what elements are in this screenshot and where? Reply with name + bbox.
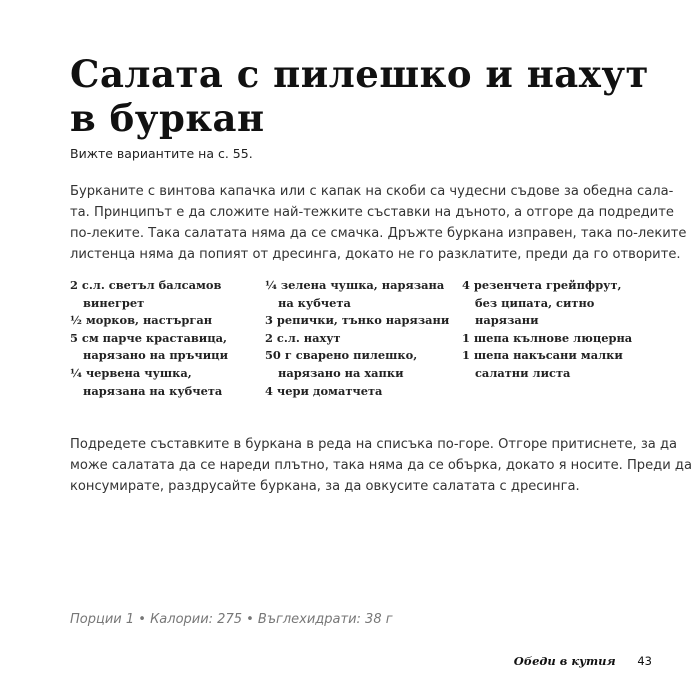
page-number: 43 xyxy=(637,654,652,668)
ingredient-line: 1 шепа кълнове люцерна xyxy=(462,330,633,345)
ingredient-line: ¼ червена чушка, xyxy=(70,365,192,380)
ingredient-item xyxy=(265,383,460,401)
see-variations-note: Вижте вариантите на с. 55. xyxy=(70,146,253,161)
method-line: може салатата да се нареди плътно, така няма да се обърка, докато я носите. Преди да xyxy=(70,458,692,473)
ingredient-item xyxy=(265,330,460,348)
intro-paragraph xyxy=(70,181,687,265)
ingredient-line: на кубчета xyxy=(278,295,351,310)
section-name: Обеди в кутия xyxy=(513,654,616,668)
ingredient-line: без ципата, ситно xyxy=(475,295,595,310)
ingredient-line: ¼ зелена чушка, нарязана xyxy=(265,278,445,292)
ingredient-line: 5 см парче краставица, xyxy=(70,330,227,345)
ingredient-line: 2 с.л. нахут xyxy=(265,330,341,345)
ingredients-column-1 xyxy=(70,277,260,400)
ingredient-item xyxy=(462,347,662,382)
ingredient-line: винегрет xyxy=(83,295,145,310)
intro-line: та. Принципът е да сложите най-тежките съставки на дъното, а отгоре да подредите xyxy=(70,205,674,220)
ingredient-item xyxy=(462,330,662,348)
ingredient-item xyxy=(70,277,260,312)
intro-line: листенца няма да попият от дресинга, докато не го разклатите, преди да го отворите. xyxy=(70,247,681,262)
ingredient-line: салатни листа xyxy=(475,365,571,380)
ingredient-line: 1 шепа накъсани малки xyxy=(462,348,623,363)
ingredient-item xyxy=(70,330,260,365)
page-footer xyxy=(514,654,652,668)
ingredient-item xyxy=(70,312,260,330)
ingredient-line: 3 репички, тънко нарязани xyxy=(265,313,450,328)
ingredients-column-2 xyxy=(265,277,460,400)
intro-line: по-леките. Така салатата няма да се смачка. Дръжте буркана изправен, така по-леките xyxy=(70,226,687,241)
ingredient-item xyxy=(462,277,662,330)
ingredient-line: нарязани xyxy=(475,313,539,328)
recipe-title xyxy=(70,52,670,140)
method-line: консумирате, раздрусайте буркана, за да овкусите салатата с дресинга. xyxy=(70,479,580,494)
ingredient-item xyxy=(70,365,260,400)
ingredients-column-3 xyxy=(462,277,662,383)
method-paragraph xyxy=(70,434,692,497)
ingredient-item xyxy=(265,312,460,330)
ingredient-item xyxy=(265,347,460,382)
intro-line: Бурканите с винтова капачка или с капак на скоби са чудесни съдове за обедна сала- xyxy=(70,184,674,199)
ingredient-line: нарязано на пръчици xyxy=(83,348,229,363)
ingredient-item xyxy=(265,277,460,312)
ingredient-line: 50 г сварено пилешко, xyxy=(265,348,418,363)
nutrition-info: Порции 1 • Калории: 275 • Въглехидрати: 38 г xyxy=(70,612,393,627)
ingredient-line: ½ морков, настърган xyxy=(70,313,213,328)
ingredient-line: 4 резенчета грейпфрут, xyxy=(462,278,622,292)
method-line: Подредете съставките в буркана в реда на списъка по-горе. Отгоре притиснете, за да xyxy=(70,437,678,452)
ingredient-line: нарязана на кубчета xyxy=(83,383,223,398)
ingredient-line: 2 с.л. светъл балсамов xyxy=(70,278,222,292)
ingredient-line: 4 чери доматчета xyxy=(265,383,383,398)
recipe-title-line: в буркан xyxy=(70,96,265,140)
recipe-title-line: Салата с пилешко и нахут xyxy=(70,52,649,96)
ingredient-line: нарязано на хапки xyxy=(278,365,404,380)
